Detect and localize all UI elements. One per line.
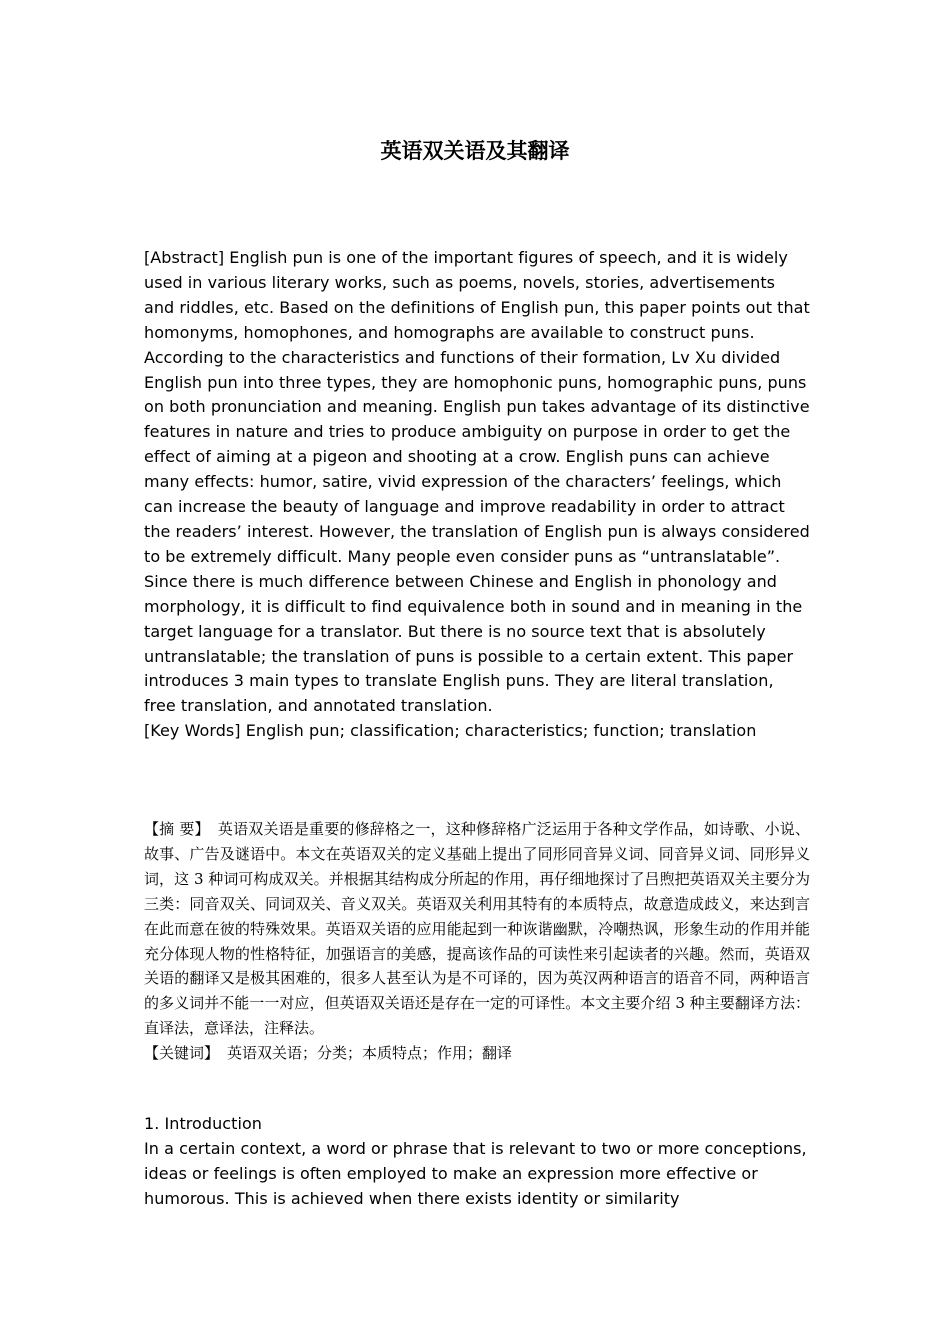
english-keywords-label: [Key Words] [144, 721, 241, 741]
introduction-section [144, 1112, 810, 1212]
chinese-abstract-text: 英语双关语是重要的修辞格之一，这种修辞格广泛运用于各种文学作品，如诗歌、小说、故事、广告及谜语中。本文在英语双关的定义基础上提出了同形同音异义词、同音异义词、同形异义词，这 3 种词可构成双关。并根据其结构成分所起的作用，再仔细地探讨了吕煦把英语双关主要分为三类：同音双关、同词双关、音义双关。英语双关利用其特有的本质特点，故意造成歧义，来达到言在此而意在彼的特殊效果。英语双关语的应用能起到一种诙谐幽默，冷嘲热讽，形象生动的作用并能充分体现人物的性格特征，加强语言的美感，提高该作品的可读性来引起读者的兴趣。然而，英语双关语的翻译又是极其困难的，很多人甚至认为是不可译的，因为英汉两种语言的语音不同，两种语言的多义词并不能一一对应，但英语双关语还是存在一定的可译性。本文主要介绍 3 种主要翻译方法：直译法，意译法，注释法。 [144, 820, 810, 1038]
chinese-abstract-label: 【摘 要】 [144, 820, 210, 838]
chinese-keywords-paragraph [144, 1041, 810, 1066]
english-abstract-text: English pun is one of the important figures of speech, and it is widely used in various literary works, such as poems, novels, stories, advertisements and riddles, etc. Based on the definitions of English pun, this paper points out that homonyms, homophones, and homographs are available to construct puns. According to the characteristics and functions of their formation, Lv Xu divided English pun into three types, they are homophonic puns, homographic puns, puns on both pronunciation and meaning. English pun takes advantage of its distinctive features in nature and tries to produce ambiguity on purpose in order to get the effect of aiming at a pigeon and shooting at a crow. English puns can achieve many effects: humor, satire, vivid expression of the characters’ feelings, which can increase the beauty of language and improve readability in order to attract the readers’ interest. However, the translation of English pun is always considered to be extremely difficult. Many people even consider puns as “untranslatable”. Since there is much difference between Chinese and English in phonology and morphology, it is difficult to find equivalence both in sound and in meaning in the target language for a translator. But there is no source text that is absolutely untranslatable; the translation of puns is possible to a certain extent. This paper introduces 3 main types to translate English puns. They are literal translation, free translation, and annotated translation. [144, 248, 810, 716]
chinese-keywords-label: 【关键词】 [144, 1044, 220, 1063]
english-abstract-label: [Abstract] [144, 248, 225, 267]
english-abstract-paragraph [144, 246, 810, 719]
english-abstract-section [144, 246, 810, 744]
chinese-keywords-text: 英语双关语；分类；本质特点；作用；翻译 [227, 1044, 513, 1063]
introduction-heading: 1. Introduction [144, 1114, 262, 1133]
chinese-abstract-paragraph [144, 817, 810, 1041]
document-title: 英语双关语及其翻译 [380, 138, 570, 163]
english-keywords-paragraph [144, 719, 810, 744]
english-keywords-text: English pun; classification; characteristics; function; translation [245, 721, 757, 741]
chinese-abstract-section [144, 817, 810, 1066]
introduction-text: In a certain context, a word or phrase that is relevant to two or more conceptions, ideas or feelings is often employed to make an expression more effective or humorous. This is achieved when there exists identity or similarity [144, 1138, 807, 1208]
